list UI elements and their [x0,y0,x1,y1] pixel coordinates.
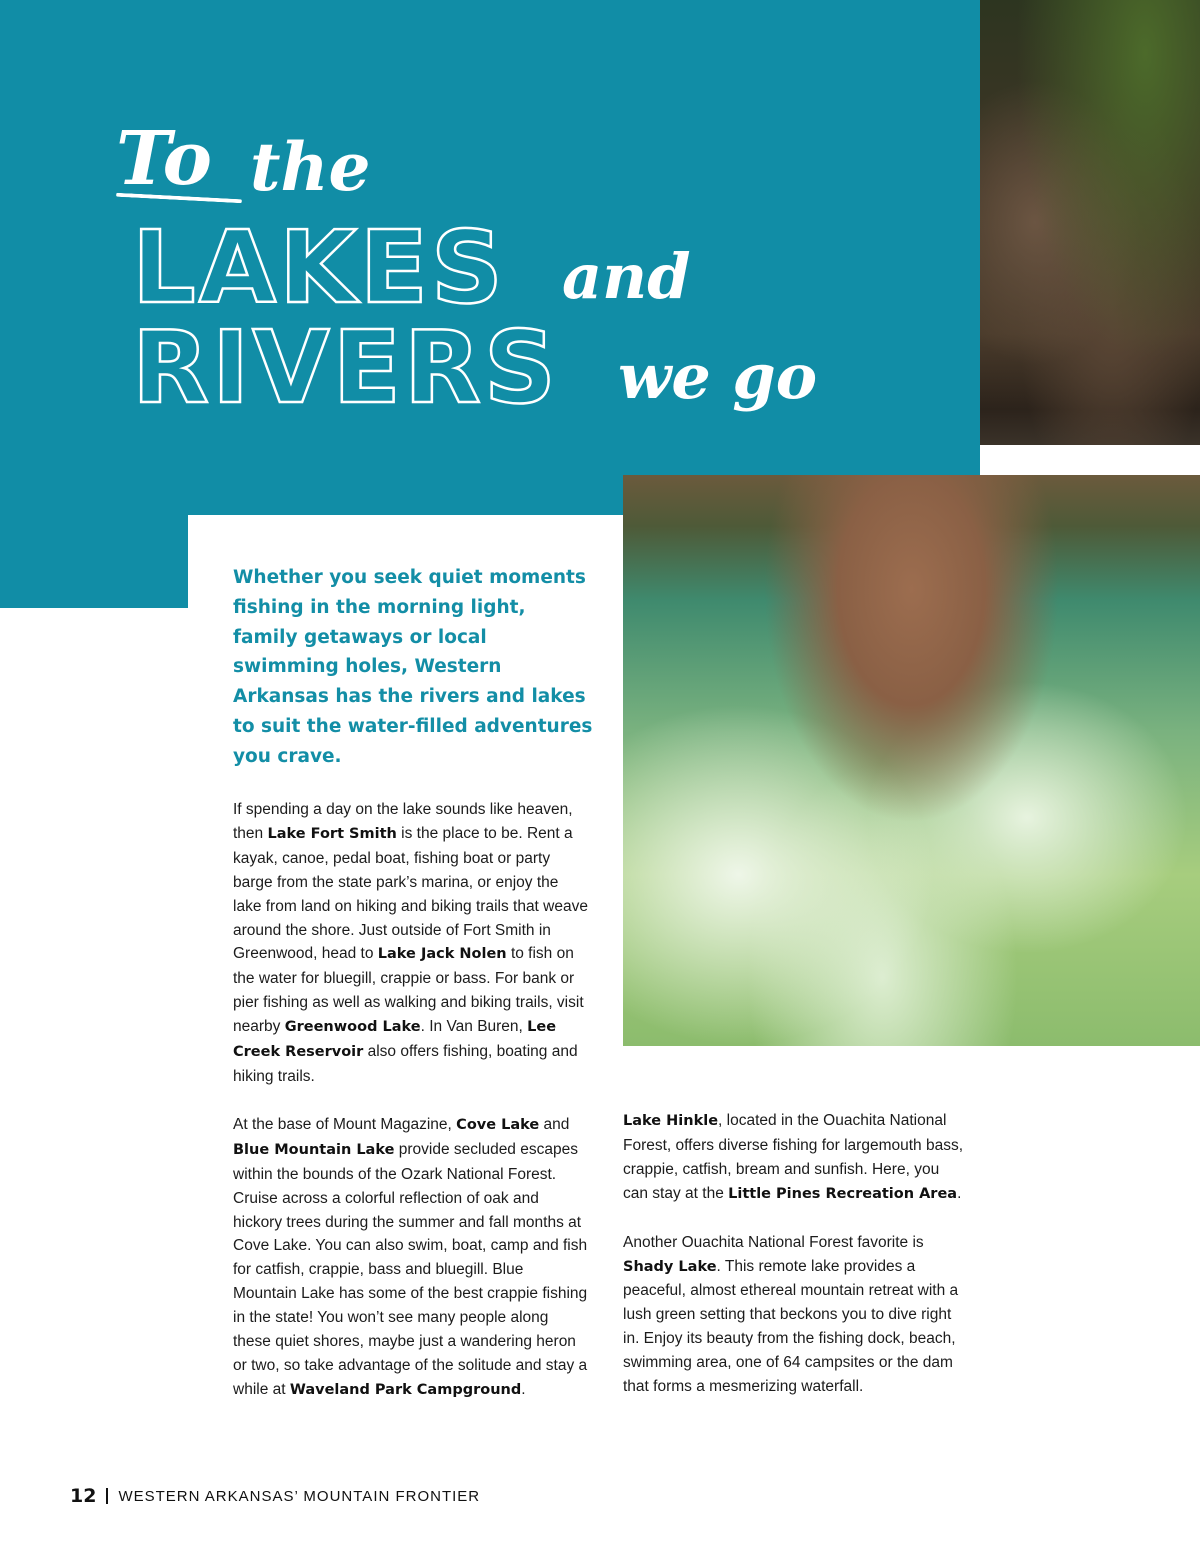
left-paragraph-2 [233,1113,588,1403]
text-run: and [539,1115,570,1133]
title-rivers: RIVERS [132,309,559,426]
place-name: Lee Creek Reservoir [233,1019,557,1061]
river-rapids-photo [623,475,1200,1046]
publication-name: WESTERN ARKANSAS’ MOUNTAIN FRONTIER [118,1487,481,1505]
footer-divider [106,1488,108,1504]
text-run: Another Ouachita National Forest favorite is [623,1233,924,1251]
place-name: Greenwood Lake [284,1019,421,1036]
right-column [623,1109,968,1423]
text-run: . This remote lake provides a peaceful, almost ethereal mountain retreat with a lush green setting that beckons you to dive right in. Enjoy its beauty from the fishing dock, beach, swimming area, one of 64 campsites or the dam that forms a mesmerizing waterfall. [623,1257,959,1396]
place-name: Little Pines Recreation Area [728,1185,958,1202]
place-name: Shady Lake [623,1258,717,1275]
title-to: To [116,116,212,202]
place-name: Lake Hinkle [623,1113,719,1129]
title-lakes: LAKES [132,209,506,326]
place-name: Waveland Park Campground [289,1381,522,1398]
left-paragraph-1 [233,798,588,1089]
text-run: also offers fishing, boating and hiking trails. [233,1043,578,1085]
left-column [233,798,588,1427]
title-we-go: we go [618,340,818,413]
page-number: 12 [70,1485,97,1507]
place-name: Cove Lake [456,1116,540,1133]
text-run: . [521,1380,526,1398]
right-paragraph-2 [623,1231,968,1399]
place-name: Blue Mountain Lake [233,1141,395,1158]
text-run: At the base of Mount Magazine, [233,1115,457,1133]
text-run: provide secluded escapes within the bounds of the Ozark National Forest. Cruise across a colorful reflection of oak and hickory trees during the summer and fall months at Cove Lake. You can also swim, boat, camp and fish for catfish, crappie, bass and bluegill. Blue Mountain Lake has some of the best crappie fishing in the state! You won’t see many people along these quiet shores, maybe just a wandering heron or two, so take advantage of the solitude and stay a while at [233,1140,588,1398]
page-footer [70,1484,480,1508]
title-and: and [562,240,691,313]
intro-paragraph: Whether you seek quiet moments fishing in the morning light, family getaways or local swimming holes, Western Arkansas has the rivers and lakes to suit the water-filled adventures you crave. [233,567,593,767]
cliff-photo [980,0,1200,445]
text-run: . [957,1184,962,1202]
place-name: Lake Fort Smith [267,825,397,842]
right-paragraph-1 [623,1109,968,1207]
teal-side-block [0,515,188,608]
text-run: . In Van Buren, [420,1018,528,1036]
text-run: If spending a day on the lake sounds like heaven, then [233,801,573,842]
title-the: the [250,128,371,206]
text-run: to fish on the water for bluegill, crappie or bass. For bank or pier fishing as well as walking and biking trails, visit nearby [233,945,584,1036]
text-run: is the place to be. Rent a kayak, canoe, pedal boat, fishing boat or party barge from the state park’s marina, or enjoy the lake from land on hiking and biking trails that weave around the shore. Just outside of Fort Smith in Greenwood, head to [233,824,588,963]
place-name: Lake Jack Nolen [377,946,507,963]
text-run: , located in the Ouachita National Forest, offers diverse fishing for largemouth bass, crappie, catfish, bream and sunfish. Here, you can stay at the [623,1112,964,1202]
